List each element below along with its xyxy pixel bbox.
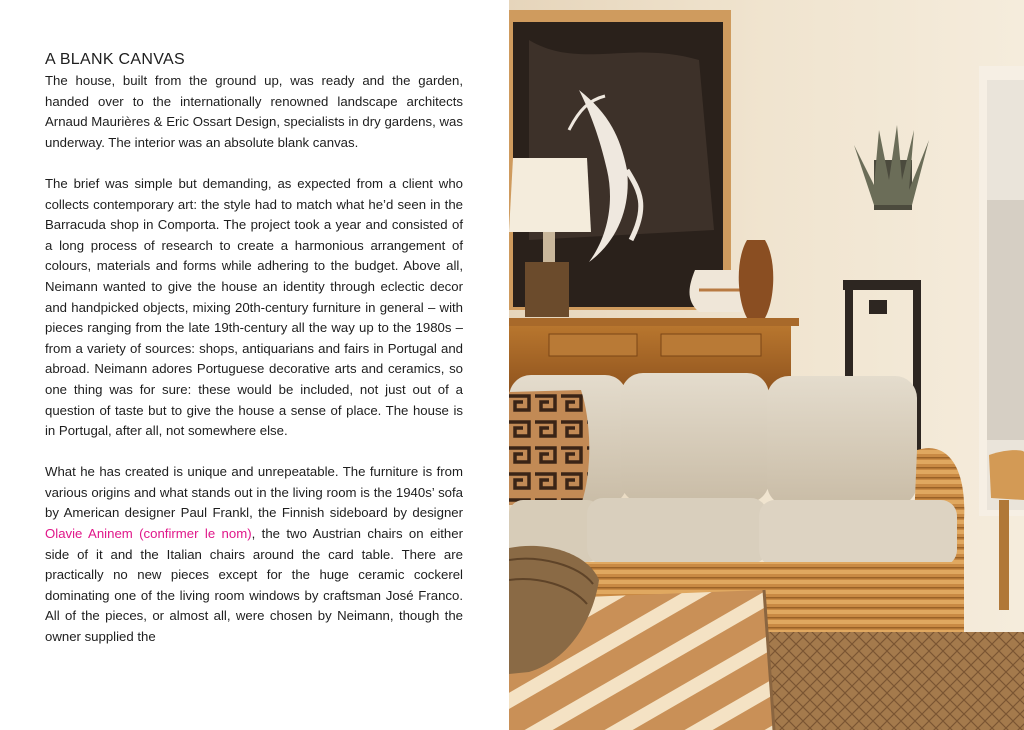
article-body [45,71,463,668]
paragraph-3 [45,462,463,647]
living-room-photo [509,0,1024,730]
highlighted-editor-note: Olavie Aninem (confirmer le nom) [45,526,252,542]
paragraph-3-text-b: , the two Austrian chairs on either side of it and the Italian chairs around the card table. There are practically no new pieces except for the huge ceramic cockerel dominating one of the living room windows by craftsman José Franco. All of the pieces, or almost all, were chosen by Neimann, though the owner supplied the [45,526,463,645]
paragraph-2: The brief was simple but demanding, as expected from a client who collects contemporary art: the style had to match what he’d seen in the Barracuda shop in Comporta. The project took a year and consisted of a long process of research to create a harmonious arrangement of colours, materials and forms while adhering to the budget. Above all, Neimann wanted to give the house an identity through eclectic decor and handpicked objects, mixing 20th-century furniture in general – with pieces ranging from the late 19th-century all the way up to the 1980s – from a variety of sources: shops, antiquarians and fairs in Portugal and abroad. Neimann adores Portuguese decorative arts and ceramics, so one thing was for sure: these would be included, not just out of a question of taste but to give the house a sense of place. The house is in Portugal, after all, not somewhere else. [45,175,463,439]
paragraph-1: The house, built from the ground up, was ready and the garden, handed over to the internationally renowned landscape architects Arnaud Maurières & Eric Ossart Design, specialists in dry gardens, was underway. The interior was an absolute blank canvas. [45,73,463,150]
text-page [0,0,509,730]
section-heading: A BLANK CANVAS [45,51,185,68]
paragraph-3-text-a: What he has created is unique and unrepeatable. The furniture is from various origins and what stands out in the living room is the 1940s’ sofa by American designer Paul Frankl, the Finnish sideboard by designer [45,464,463,521]
